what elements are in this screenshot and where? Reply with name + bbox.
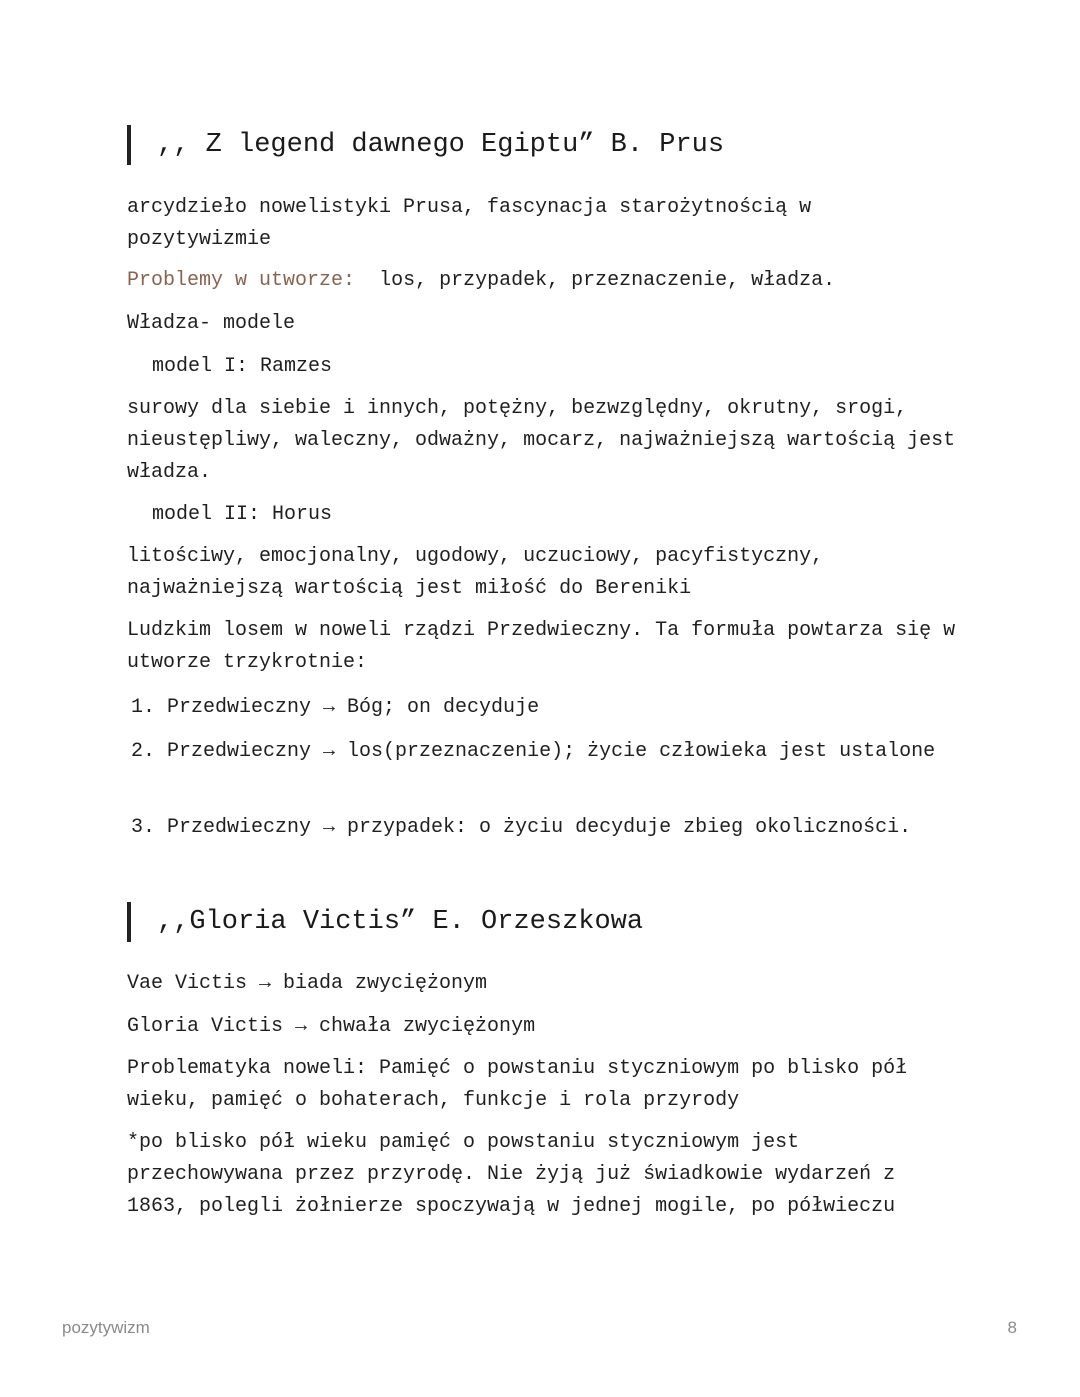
vae-victis-line: Vae Victis → biada zwyciężonym: [127, 972, 488, 995]
model-1-description: surowy dla siebie i innych, potężny, bezwzględny, okrutny, srogi, nieustępliwy, waleczny, odważny, mocarz, najważniejszą wartością jest władza.: [127, 397, 968, 484]
model-1-title: model I: Ramzes: [152, 355, 333, 378]
model-2-title: model II: Horus: [152, 503, 333, 526]
fate-intro-paragraph: Ludzkim losem w noweli rządzi Przedwieczny. Ta formuła powtarza się w utworze trzykrotnie:: [127, 619, 968, 674]
problems-label: Problemy w utworze:: [127, 269, 356, 292]
model-2-description: litościwy, emocjonalny, ugodowy, uczuciowy, pacyfistyczny, najważniejszą wartością jest miłość do Bereniki: [127, 545, 836, 600]
intro-paragraph: arcydzieło nowelistyki Prusa, fascynacja starożytnością w pozytywizmie: [127, 196, 824, 251]
list-item: 2. Przedwieczny → los(przeznaczenie); życie człowieka jest ustalone: [131, 740, 936, 763]
problems-line: [127, 265, 957, 297]
gloria-victis-line: Gloria Victis → chwała zwyciężonym: [127, 1015, 536, 1038]
problematics-paragraph: Problematyka noweli: Pamięć o powstaniu styczniowym po blisko pół wieku, pamięć o bohaterach, funkcje i rola przyrody: [127, 1057, 920, 1112]
power-models-title: Władza- modele: [127, 312, 296, 335]
note-paragraph: *po blisko pół wieku pamięć o powstaniu styczniowym jest przechowywana przez przyrodę. Nie żyją już świadkowie wydarzeń z 1863, polegli żołnierze spoczywają w jednej mogile, po półwieczu: [127, 1131, 908, 1218]
section-heading-prus: ,, Z legend dawnego Egiptu” B. Prus: [127, 125, 724, 165]
list-item: 3. Przedwieczny → przypadek: o życiu decyduje zbieg okoliczności.: [131, 816, 912, 839]
problems-value: los, przypadek, przeznaczenie, władza.: [379, 269, 836, 292]
section-heading-orzeszkowa: ,,Gloria Victis” E. Orzeszkowa: [127, 902, 643, 942]
footer-label: pozytywizm: [62, 1318, 150, 1337]
page-number: 8: [1007, 1318, 1017, 1337]
list-item: 1. Przedwieczny → Bóg; on decyduje: [131, 696, 540, 719]
